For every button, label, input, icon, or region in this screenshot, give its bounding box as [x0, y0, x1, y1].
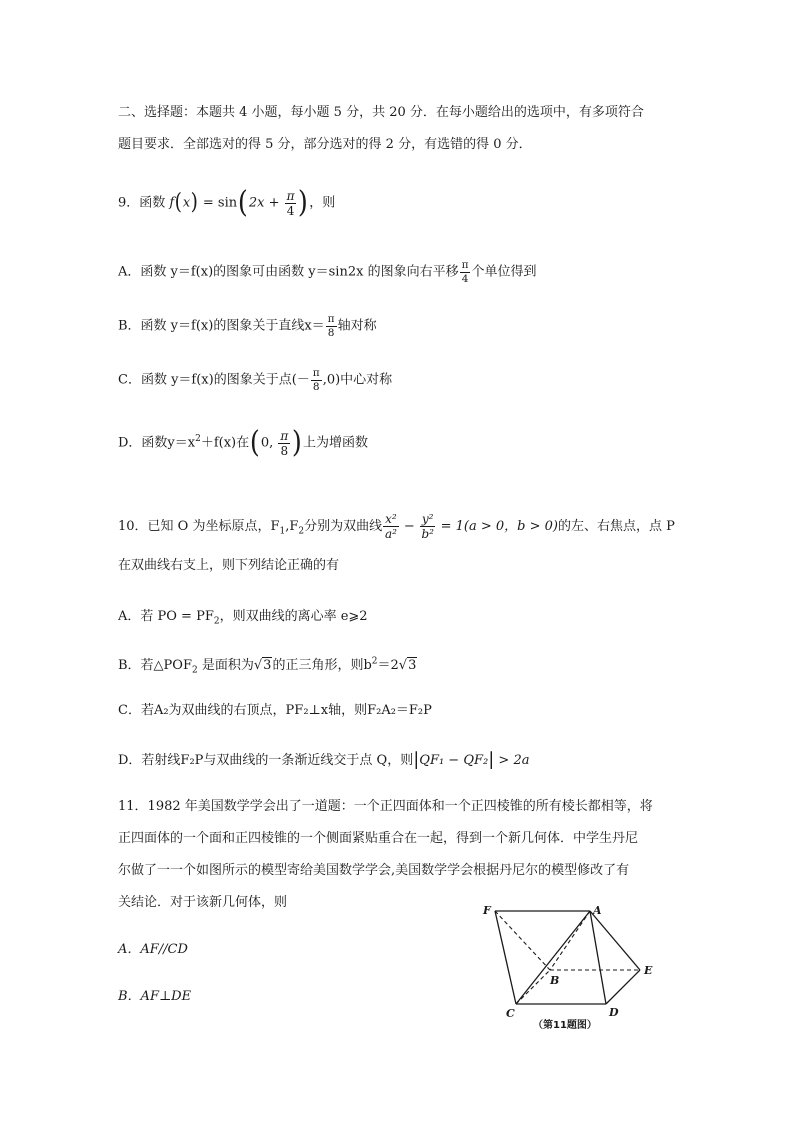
- q9-option-c: C．函数 y＝f(x)的图象关于点(－ $\frac{\pi}{8}$ ,0)中心对称: [118, 367, 393, 393]
- figure-solid-edges: [495, 911, 640, 1004]
- section-header-line-1: 二、选择题：本题共 4 小题，每小题 5 分，共 20 分．在每小题给出的选项中，有多项符合: [118, 105, 644, 120]
- q10-option-b: B．若$\triangle POF_2$ 是面积为√3的正三角形，则$b^2=2√3$: [118, 656, 417, 676]
- q11-stem-line-2: 正四面体的一个面和正四棱锥的一个侧面紧贴重合在一起，得到一个新几何体．中学生丹尼: [118, 831, 639, 846]
- q9-option-a: A．函数 y＝f(x)的图象可由函数 y＝sin2x 的图象向右平移 $\frac{\pi}{4}$ 个单位得到: [118, 259, 537, 285]
- q10-option-d: D．若射线F₂P与双曲线的一条渐近线交于点 Q，则|QF₁ − QF₂| > 2a: [118, 749, 530, 770]
- figure-label-f: F: [483, 904, 491, 917]
- figure-label-e: E: [644, 964, 653, 977]
- q10-stem-line-2: 在双曲线右支上，则下列结论正确的有: [118, 558, 340, 573]
- q9-stem: 9．函数 f(x) = sin(2x + $\frac{\pi}{4}$ )，则: [118, 185, 336, 220]
- q11-option-a: A．AF//CD: [118, 942, 188, 957]
- q11-geometry-figure: [478, 900, 678, 1040]
- figure-label-b: B: [550, 974, 560, 987]
- q11-option-b: B．AF⊥DE: [118, 989, 192, 1004]
- q10-option-c: C．若A₂为双曲线的右顶点，PF₂⊥x轴，则F₂A₂＝F₂P: [118, 703, 432, 718]
- q10-option-a: A．若 PO = $PF_2$，则双曲线的离心率 e⩾2: [118, 609, 368, 627]
- q9-option-d: D．函数$y=x^2+f(x)$在(0, $\frac{\pi}{8}$ )上为增函数: [118, 425, 369, 460]
- q11-stem-line-3: 尔做了一一个如图所示的模型寄给美国数学学会,美国数学学会根据丹尼尔的模型修改了有: [118, 863, 630, 878]
- figure-label-c: C: [506, 1007, 515, 1020]
- figure-label-a: A: [593, 904, 602, 917]
- q10-stem-line-1: 10．已知 O 为坐标原点，$F_1,F_2$分别为双曲线 $\frac{\text{x²}}{\text{a²}}$ − $\frac{\text{y²}}{\text{b²}}$ = 1(a > 0，b > 0)的左、右焦点，点 P: [118, 512, 675, 541]
- q9-option-b: B．函数 y＝f(x)的图象关于直线x＝ $\frac{\pi}{8}$ 轴对称: [118, 313, 377, 339]
- figure-caption: （第11题图）: [533, 1020, 597, 1031]
- figure-label-d: D: [609, 1006, 619, 1019]
- q11-stem-line-1: 11．1982 年美国数学学会出了一道题：一个正四面体和一个正四棱锥的所有棱长都相等，将: [118, 799, 653, 814]
- figure-hidden-edges: [495, 911, 640, 1004]
- section-header-line-2: 题目要求．全部选对的得 5 分，部分选对的得 2 分，有选错的得 0 分．: [118, 137, 532, 152]
- q11-stem-line-4: 关结论．对于该新几何体，则: [118, 895, 288, 910]
